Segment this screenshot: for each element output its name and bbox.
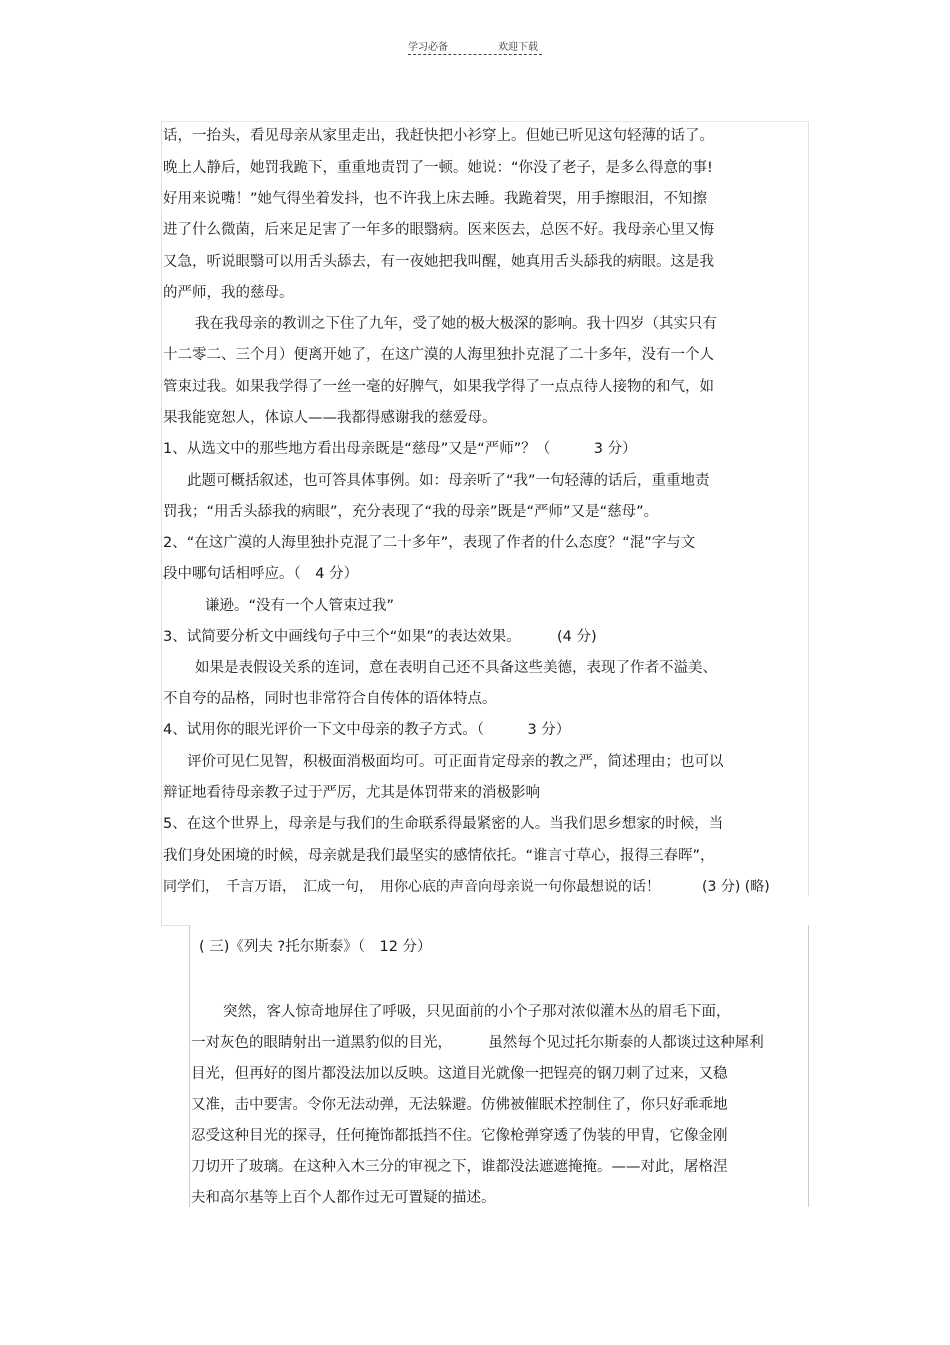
passage-line: 十二零二、三个月）便离开她了，在这广漠的人海里独扑克混了二十多年，没有一个人 [163, 347, 714, 363]
passage-line: 话，一抬头，看见母亲从家里走出，我赶快把小衫穿上。但她已听见这句轻薄的话了。 [163, 128, 714, 144]
header-left-text: 学习必备 [408, 42, 448, 53]
passage-line: 好用来说嘴！”她气得坐着发抖，也不许我上床去睡。我跪着哭，用手擦眼泪，不知擦 [163, 191, 708, 207]
passage-line: 果我能宽恕人，体谅人——我都得感谢我的慈爱母。 [163, 410, 497, 426]
answer-4-line: 辩证地看待母亲教子过于严厉，尤其是体罚带来的消极影响 [163, 785, 540, 801]
question-5-cont: 我们身处困境的时候，母亲就是我们最坚实的感情依托。“谁言寸草心，报得三春晖”， [163, 848, 715, 864]
passage-line: 进了什么微菌，后来足足害了一年多的眼翳病。医来医去，总医不好。我母亲心里又悔 [163, 222, 714, 238]
answer-1-line: 此题可概括叙述，也可答具体事例。如：母亲听了“我”一句轻薄的话后，重重地责 [187, 473, 710, 489]
answer-3-line: 如果是表假设关系的连词，意在表明自己还不具备这些美德，表现了作者不溢美、 [195, 660, 717, 676]
header-right-text: 欢迎下载 [498, 42, 538, 53]
passage-line: 的严师，我的慈母。 [163, 285, 294, 301]
answer-3-line: 不自夸的品格，同时也非常符合自传体的语体特点。 [163, 691, 497, 707]
section3-line: 突然，客人惊奇地屏住了呼吸，只见面前的小个子那对浓似灌木丛的眉毛下面， [223, 1004, 731, 1020]
passage-line: 又急，听说眼翳可以用舌头舔去，有一夜她把我叫醒，她真用舌头舔我的病眼。这是我 [163, 254, 714, 270]
answer-2: 谦逊。“没有一个人管束过我” [205, 598, 395, 614]
header-rule [408, 54, 542, 55]
question-4: 4、试用你的眼光评价一下文中母亲的教子方式。（ 3 分） [163, 722, 571, 738]
section3-line: 又准，击中要害。令你无法动弹，无法躲避。仿佛被催眠术控制住了，你只好乖乖地 [191, 1097, 728, 1113]
section3-title: ( 三)《列夫 ?托尔斯泰》（ 12 分） [199, 939, 432, 955]
passage-line: 晚上人静后，她罚我跪下，重重地责罚了一顿。她说：“你没了老子，是多么得意的事! [163, 160, 713, 176]
section3-line: 一对灰色的眼睛射出一道黑豹似的目光， 虽然每个见过托尔斯泰的人都谈过这种犀利 [191, 1035, 764, 1051]
question-5: 5、在这个世界上，母亲是与我们的生命联系得最紧密的人。当我们思乡想家的时候，当 [163, 816, 724, 832]
section3-line: 夫和高尔基等上百个人都作过无可置疑的描述。 [191, 1190, 496, 1206]
frame-step [161, 925, 189, 926]
section3-line: 刀切开了玻璃。在这种入木三分的审视之下，谁都没法遮遮掩掩。——对此，屠格涅 [191, 1159, 728, 1175]
answer-1-line: 罚我；“用舌头舔我的病眼”，充分表现了“我的母亲”既是“严师”又是“慈母”。 [163, 504, 659, 520]
section3-line: 忍受这种目光的探寻，任何掩饰都抵挡不住。它像枪弹穿透了伪装的甲胄，它像金刚 [191, 1128, 728, 1144]
passage-line: 我在我母亲的教训之下住了九年，受了她的极大极深的影响。我十四岁（其实只有 [195, 316, 717, 332]
question-1: 1、从选文中的那些地方看出母亲既是“慈母”又是“严师”？（ 3 分） [163, 441, 637, 457]
question-2: 2、“在这广漠的人海里独扑克混了二十多年”，表现了作者的什么态度？“混”字与文 [163, 535, 696, 551]
question-3: 3、试简要分析文中画线句子中三个“如果”的表达效果。 (4 分) [163, 629, 597, 645]
question-5-cont: 同学们， 千言万语， 汇成一句， 用你心底的声音向母亲说一句你最想说的话！ (3 分) (略) [163, 879, 770, 895]
answer-4-line: 评价可见仁见智，积极面消极面均可。可正面肯定母亲的教之严，简述理由；也可以 [187, 754, 724, 770]
frame-connector [161, 895, 162, 925]
question-2-cont: 段中哪句话相呼应。（ 4 分） [163, 566, 359, 582]
passage-line: 管束过我。如果我学得了一丝一毫的好脾气，如果我学得了一点点待人接物的和气，如 [163, 379, 714, 395]
section3-line: 目光，但再好的图片都没法加以反映。这道目光就像一把锃亮的钢刀刺了过来，又稳 [191, 1066, 728, 1082]
